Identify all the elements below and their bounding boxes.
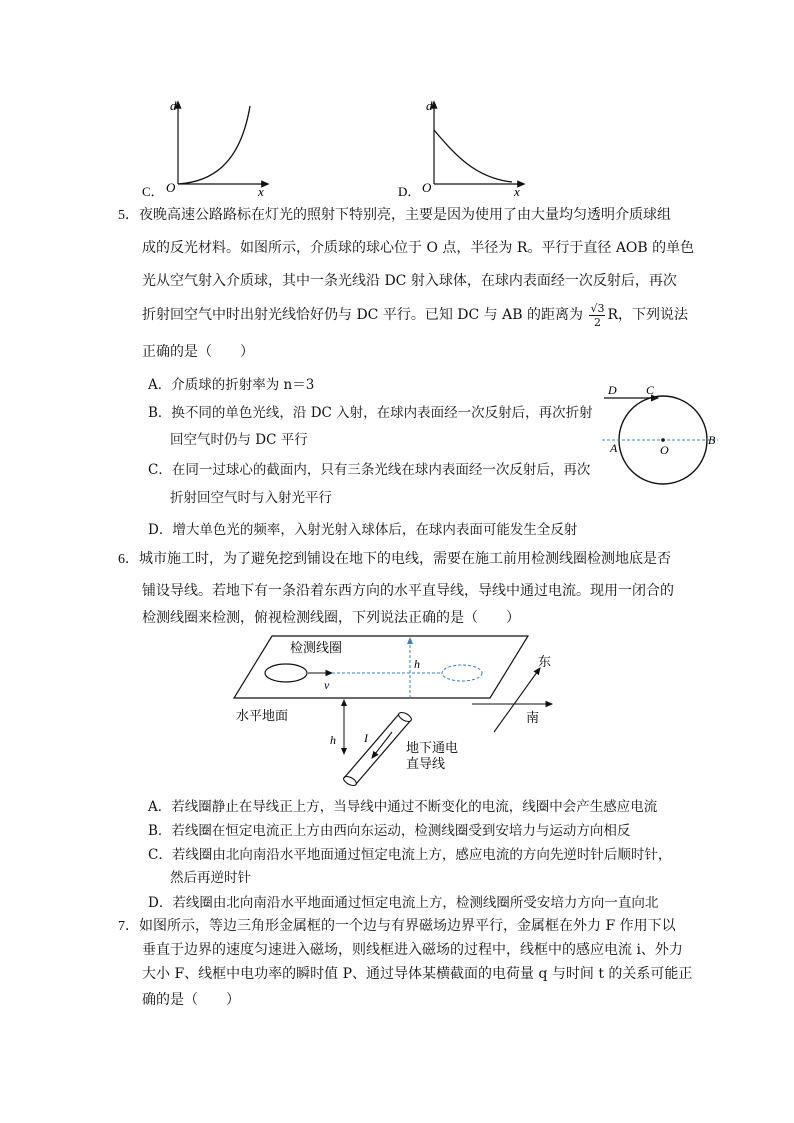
q6-wire-label-2: 直导线 bbox=[406, 756, 446, 771]
q5-sphere-figure bbox=[600, 380, 720, 506]
q6-ground-label: 水平地面 bbox=[236, 708, 289, 723]
q6-wire bbox=[342, 711, 413, 788]
q6-option-a bbox=[148, 795, 657, 819]
graph-c-origin: O bbox=[166, 180, 176, 195]
q6-number: 6． bbox=[118, 552, 139, 567]
graph-c-curve bbox=[178, 106, 250, 184]
q6-option-b-text: 若线圈在恒定电流正上方由西向东运动，检测线圈受到安培力与运动方向相反 bbox=[171, 823, 631, 839]
graph-c-label: C． bbox=[142, 184, 164, 199]
q7-line-2: 垂直于边界的速度匀速进入磁场，则线框进入磁场的过程中，线框中的感应电流 i、外力 bbox=[142, 942, 683, 958]
q5-option-c bbox=[148, 458, 590, 482]
q6-coil-ghost bbox=[442, 665, 482, 681]
q6-option-b bbox=[148, 819, 630, 843]
q5-line-3: 光从空气射入介质球，其中一条光线沿 DC 射入球体，在球内表面经一次反射后，再次 bbox=[142, 273, 677, 289]
q6-option-d-text: 若线圈由北向南沿水平地面通过恒定电流上方，检测线圈所受安培力方向一直向北 bbox=[172, 895, 659, 911]
q5-label-b: B bbox=[708, 433, 716, 447]
q6-v-label: v bbox=[324, 678, 330, 692]
q6-east-label: 东 bbox=[538, 654, 552, 669]
q5-text-4a: 折射回空气中时出射光线恰好仍与 DC 平行。已知 DC 与 AB 的距离为 bbox=[142, 307, 583, 323]
q5-sphere-svg bbox=[600, 380, 720, 506]
q5-option-c-label: C． bbox=[148, 462, 172, 478]
q5-option-b-text: 换不同的单色光线，沿 DC 入射，在球内表面经一次反射后，再次折射 bbox=[171, 405, 593, 421]
q6-coil-label: 检测线圈 bbox=[290, 640, 343, 655]
q6-option-c bbox=[148, 843, 671, 867]
graph-d-y-label: d bbox=[426, 98, 433, 113]
q5-fraction bbox=[589, 302, 605, 329]
q7-line-3: 大小 F、线框中电功率的瞬时值 P、通过导体某横截面的电荷量 q 与时间 t 的关系可能正 bbox=[142, 966, 693, 982]
q5-label-d: D bbox=[608, 383, 617, 397]
q5-line-5: 正确的是（ ） bbox=[142, 344, 254, 360]
q5-option-c-text: 在同一过球心的截面内，只有三条光线在球内表面经一次反射后，再次 bbox=[171, 462, 591, 478]
q6-wire-label-1: 地下通电 bbox=[406, 740, 459, 755]
q6-text-1: 城市施工时，为了避免挖到铺设在地下的电线，需要在施工前用检测线圈检测地底是否 bbox=[139, 551, 671, 567]
q5-option-d-text: 增大单色光的频率，入射光射入球体后，在球内表面可能发生全反射 bbox=[172, 522, 578, 538]
graph-c-y-label: d bbox=[170, 98, 177, 113]
q6-figure-svg bbox=[230, 632, 570, 792]
q5-number: 5． bbox=[118, 208, 139, 223]
q5-line-2: 成的反光材料。如图所示，介质球的球心位于 O 点，半径为 R。平行于直径 AOB 的单色 bbox=[142, 240, 695, 256]
q5-label-o: O bbox=[660, 443, 669, 457]
q5-option-a bbox=[148, 373, 314, 397]
q6-line-3: 检测线圈来检测，俯视检测线圈，下列说法正确的是（ ） bbox=[142, 610, 520, 626]
q6-h-top-label: h bbox=[414, 657, 420, 671]
q6-option-c-text: 若线圈由北向南沿水平地面通过恒定电流上方，感应电流的方向先逆时针后顺时针， bbox=[171, 847, 672, 863]
q5-fraction-den: 2 bbox=[593, 315, 601, 329]
graph-d bbox=[396, 96, 536, 200]
q7-number: 7． bbox=[118, 919, 139, 934]
q6-option-a-label: A． bbox=[148, 799, 172, 815]
q5-option-d bbox=[148, 518, 577, 542]
q6-option-d bbox=[148, 891, 658, 915]
q6-option-d-label: D． bbox=[148, 895, 173, 911]
q6-option-b-label: B． bbox=[148, 823, 172, 839]
q5-label-a: A bbox=[610, 441, 618, 455]
graph-d-origin: O bbox=[422, 180, 432, 195]
q5-text-4b: R，下列说法 bbox=[607, 307, 688, 323]
q5-line-4 bbox=[142, 300, 688, 330]
graph-c-svg bbox=[140, 96, 280, 200]
q6-h-bottom-label: h bbox=[330, 733, 336, 747]
q6-line-2: 铺设导线。若地下有一条沿着东西方向的水平直导线，导线中通过电流。现用一闭合的 bbox=[142, 583, 674, 599]
q5-line-1 bbox=[118, 200, 671, 231]
q6-figure bbox=[230, 632, 570, 792]
q5-text-1: 夜晚高速公路路标在灯光的照射下特别亮，主要是因为使用了由大量均匀透明介质球组 bbox=[139, 207, 671, 223]
graph-c bbox=[140, 96, 280, 200]
q6-line-1 bbox=[118, 544, 671, 575]
graph-d-curve bbox=[434, 130, 512, 182]
graph-c-x-label: x bbox=[258, 184, 264, 199]
q7-line-1 bbox=[118, 914, 676, 939]
q6-option-c-cont: 然后再逆时针 bbox=[170, 870, 251, 886]
q6-ground-plane bbox=[234, 636, 528, 698]
q5-label-c: C bbox=[646, 383, 655, 397]
graph-d-label: D． bbox=[398, 184, 421, 199]
q6-south-label: 南 bbox=[526, 710, 540, 725]
q6-option-c-label: C． bbox=[148, 847, 172, 863]
q5-center-dot bbox=[661, 438, 665, 442]
q6-i-label: I bbox=[364, 731, 368, 745]
graph-d-x-label: x bbox=[514, 184, 520, 199]
q5-option-a-label: A． bbox=[148, 377, 172, 393]
q5-option-c-cont: 折射回空气时与入射光平行 bbox=[170, 490, 332, 506]
q7-text-1: 如图所示，等边三角形金属框的一个边与有界磁场边界平行，金属框在外力 F 作用下以 bbox=[139, 918, 676, 934]
q5-option-a-text: 介质球的折射率为 n＝3 bbox=[171, 377, 315, 393]
q5-option-d-label: D． bbox=[148, 522, 173, 538]
q5-option-b bbox=[148, 401, 593, 425]
q5-fraction-num: √3 bbox=[590, 301, 605, 315]
q5-option-b-label: B． bbox=[148, 405, 172, 421]
graph-d-svg bbox=[396, 96, 536, 200]
q7-line-4: 确的是（ ） bbox=[142, 992, 240, 1008]
q6-option-a-text: 若线圈静止在导线正上方，当导线中通过不断变化的电流，线圈中会产生感应电流 bbox=[171, 799, 658, 815]
q6-coil bbox=[265, 664, 307, 682]
q5-option-b-cont: 回空气时仍与 DC 平行 bbox=[170, 432, 308, 448]
